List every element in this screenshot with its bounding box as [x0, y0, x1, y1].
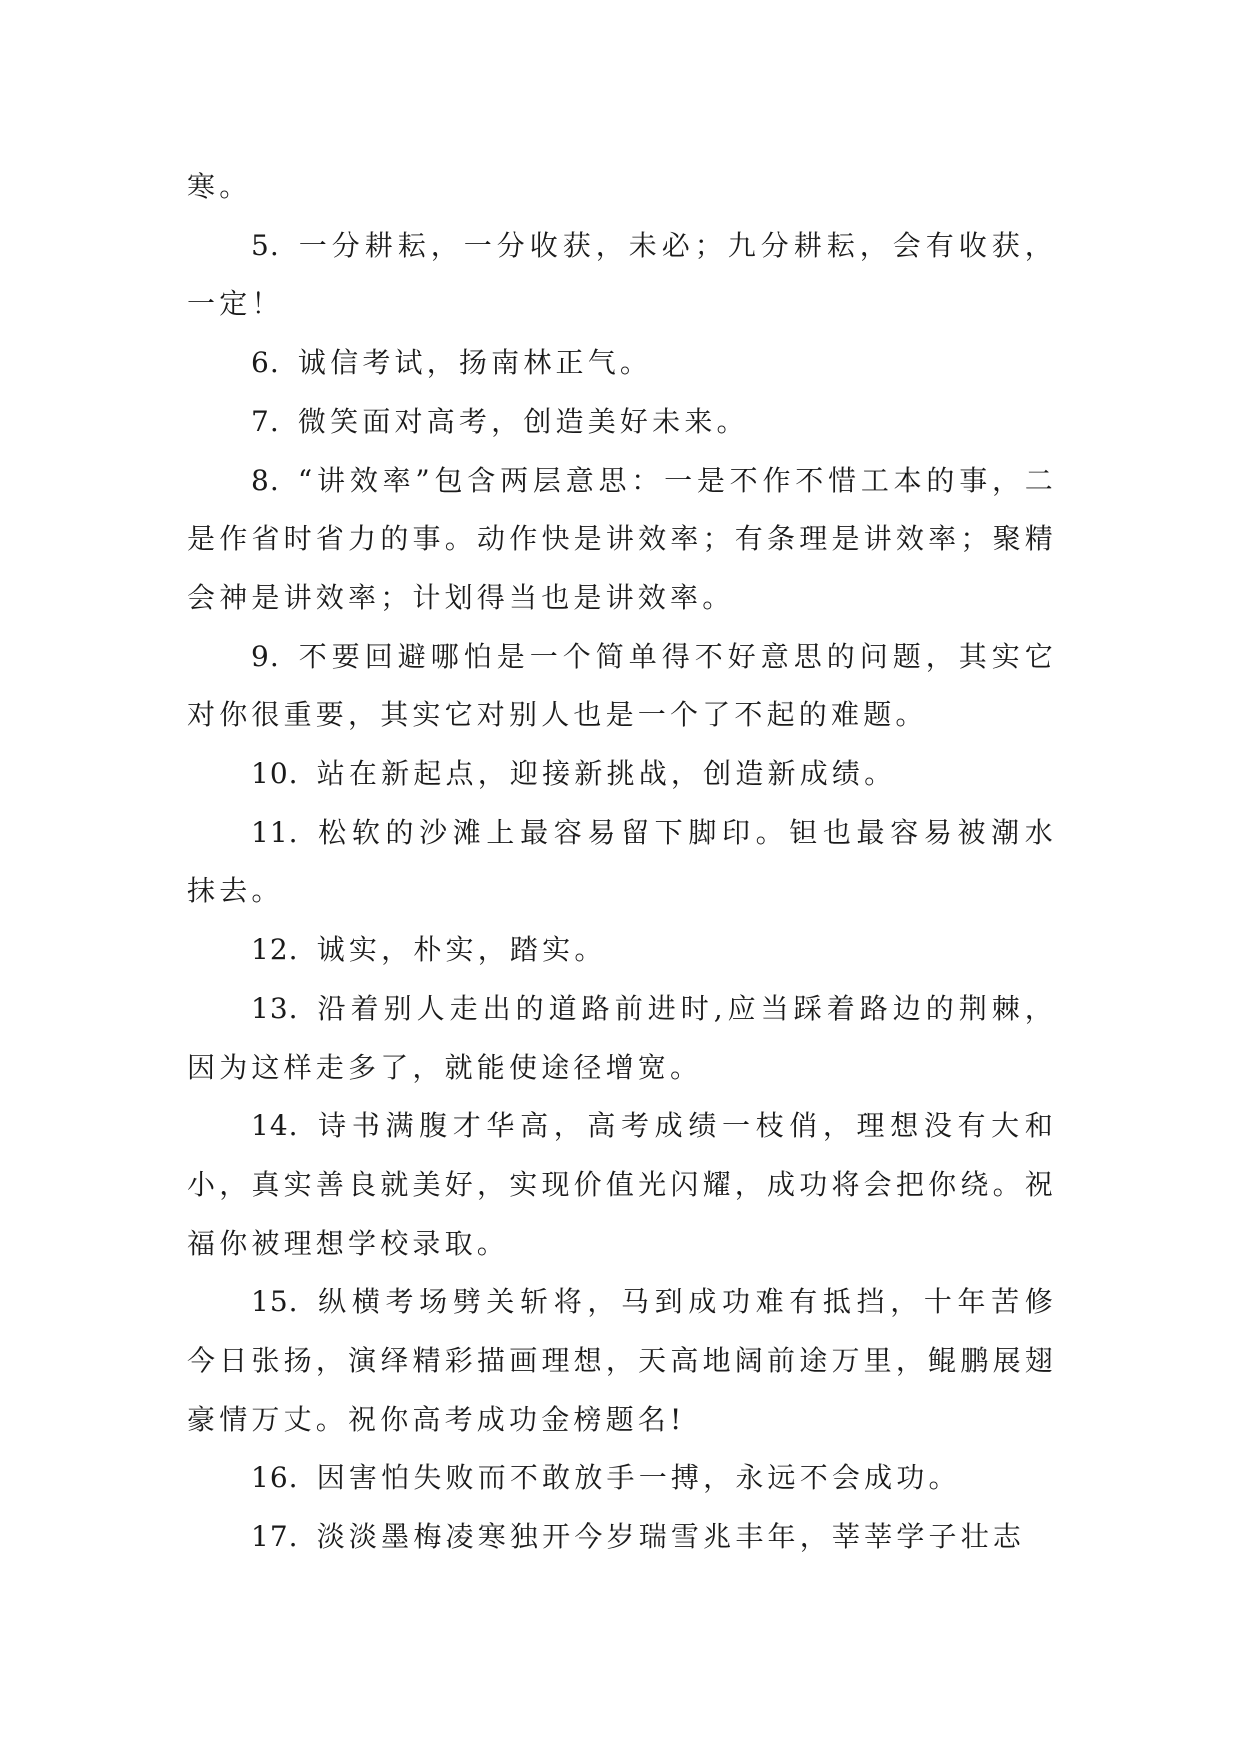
document-body: [187, 158, 1057, 1567]
item-text: 因害怕失败而不敢放手一搏，永远不会成功。: [316, 1461, 961, 1495]
item-text: 站在新起点，迎接新挑战，创造新成绩。: [316, 757, 897, 791]
item-number: 9.: [251, 639, 280, 673]
paragraph-continuation: [187, 158, 1057, 217]
item-number: 11.: [251, 815, 299, 849]
list-item-17: [187, 1508, 1057, 1567]
item-text: 一分耕耘，一分收获，未必；九分耕耘，会有收获，一定！: [187, 228, 1057, 321]
item-number: 13.: [251, 991, 299, 1025]
list-item-10: [187, 745, 1057, 804]
list-item-9: [187, 628, 1057, 745]
item-text: 微笑面对高考，创造美好未来。: [297, 404, 749, 438]
list-item-14: [187, 1097, 1057, 1273]
item-text: 沿着别人走出的道路前进时,应当踩着路边的荆棘，因为这样走多了，就能使途径增宽。: [187, 991, 1057, 1084]
item-text: 诚实，朴实，踏实。: [316, 933, 607, 967]
item-number: 16.: [251, 1461, 299, 1495]
list-item-12: [187, 921, 1057, 980]
item-text: 诚信考试，扬南林正气。: [297, 346, 653, 380]
item-number: 5.: [251, 228, 280, 262]
list-item-8: [187, 452, 1057, 628]
list-item-11: [187, 804, 1057, 921]
item-number: 15.: [251, 1285, 299, 1319]
item-text: 不要回避哪怕是一个简单得不好意思的问题，其实它对你很重要，其实它对别人也是一个了不起的难题。: [187, 639, 1057, 732]
list-item-5: [187, 217, 1057, 334]
item-text: 淡淡墨梅凌寒独开今岁瑞雪兆丰年，莘莘学子壮志: [316, 1520, 1026, 1554]
list-item-7: [187, 393, 1057, 452]
item-number: 14.: [251, 1109, 299, 1143]
item-number: 17.: [251, 1520, 299, 1554]
item-number: 6.: [251, 346, 280, 380]
item-number: 10.: [251, 757, 299, 791]
item-text: 诗书满腹才华高，高考成绩一枝俏，理想没有大和小，真实善良就美好，实现价值光闪耀，成功将会把你绕。祝福你被理想学校录取。: [187, 1109, 1057, 1260]
list-item-15: [187, 1273, 1057, 1449]
item-number: 7.: [251, 404, 280, 438]
item-number: 8.: [251, 463, 280, 497]
item-text: 松软的沙滩上最容易留下脚印。钽也最容易被潮水抹去。: [187, 815, 1057, 908]
list-item-6: [187, 334, 1057, 393]
item-text: “讲效率”包含两层意思：一是不作不惜工本的事，二是作省时省力的事。动作快是讲效率；有条理是讲效率；聚精会神是讲效率；计划得当也是讲效率。: [187, 463, 1057, 614]
list-item-16: [187, 1449, 1057, 1508]
list-item-13: [187, 980, 1057, 1097]
item-text: 纵横考场劈关斩将，马到成功难有抵挡，十年苦修今日张扬，演绎精彩描画理想，天高地阔前途万里，鲲鹏展翅豪情万丈。祝你高考成功金榜题名!: [187, 1285, 1057, 1436]
paragraph-text: 寒。: [187, 170, 252, 203]
item-number: 12.: [251, 933, 299, 967]
